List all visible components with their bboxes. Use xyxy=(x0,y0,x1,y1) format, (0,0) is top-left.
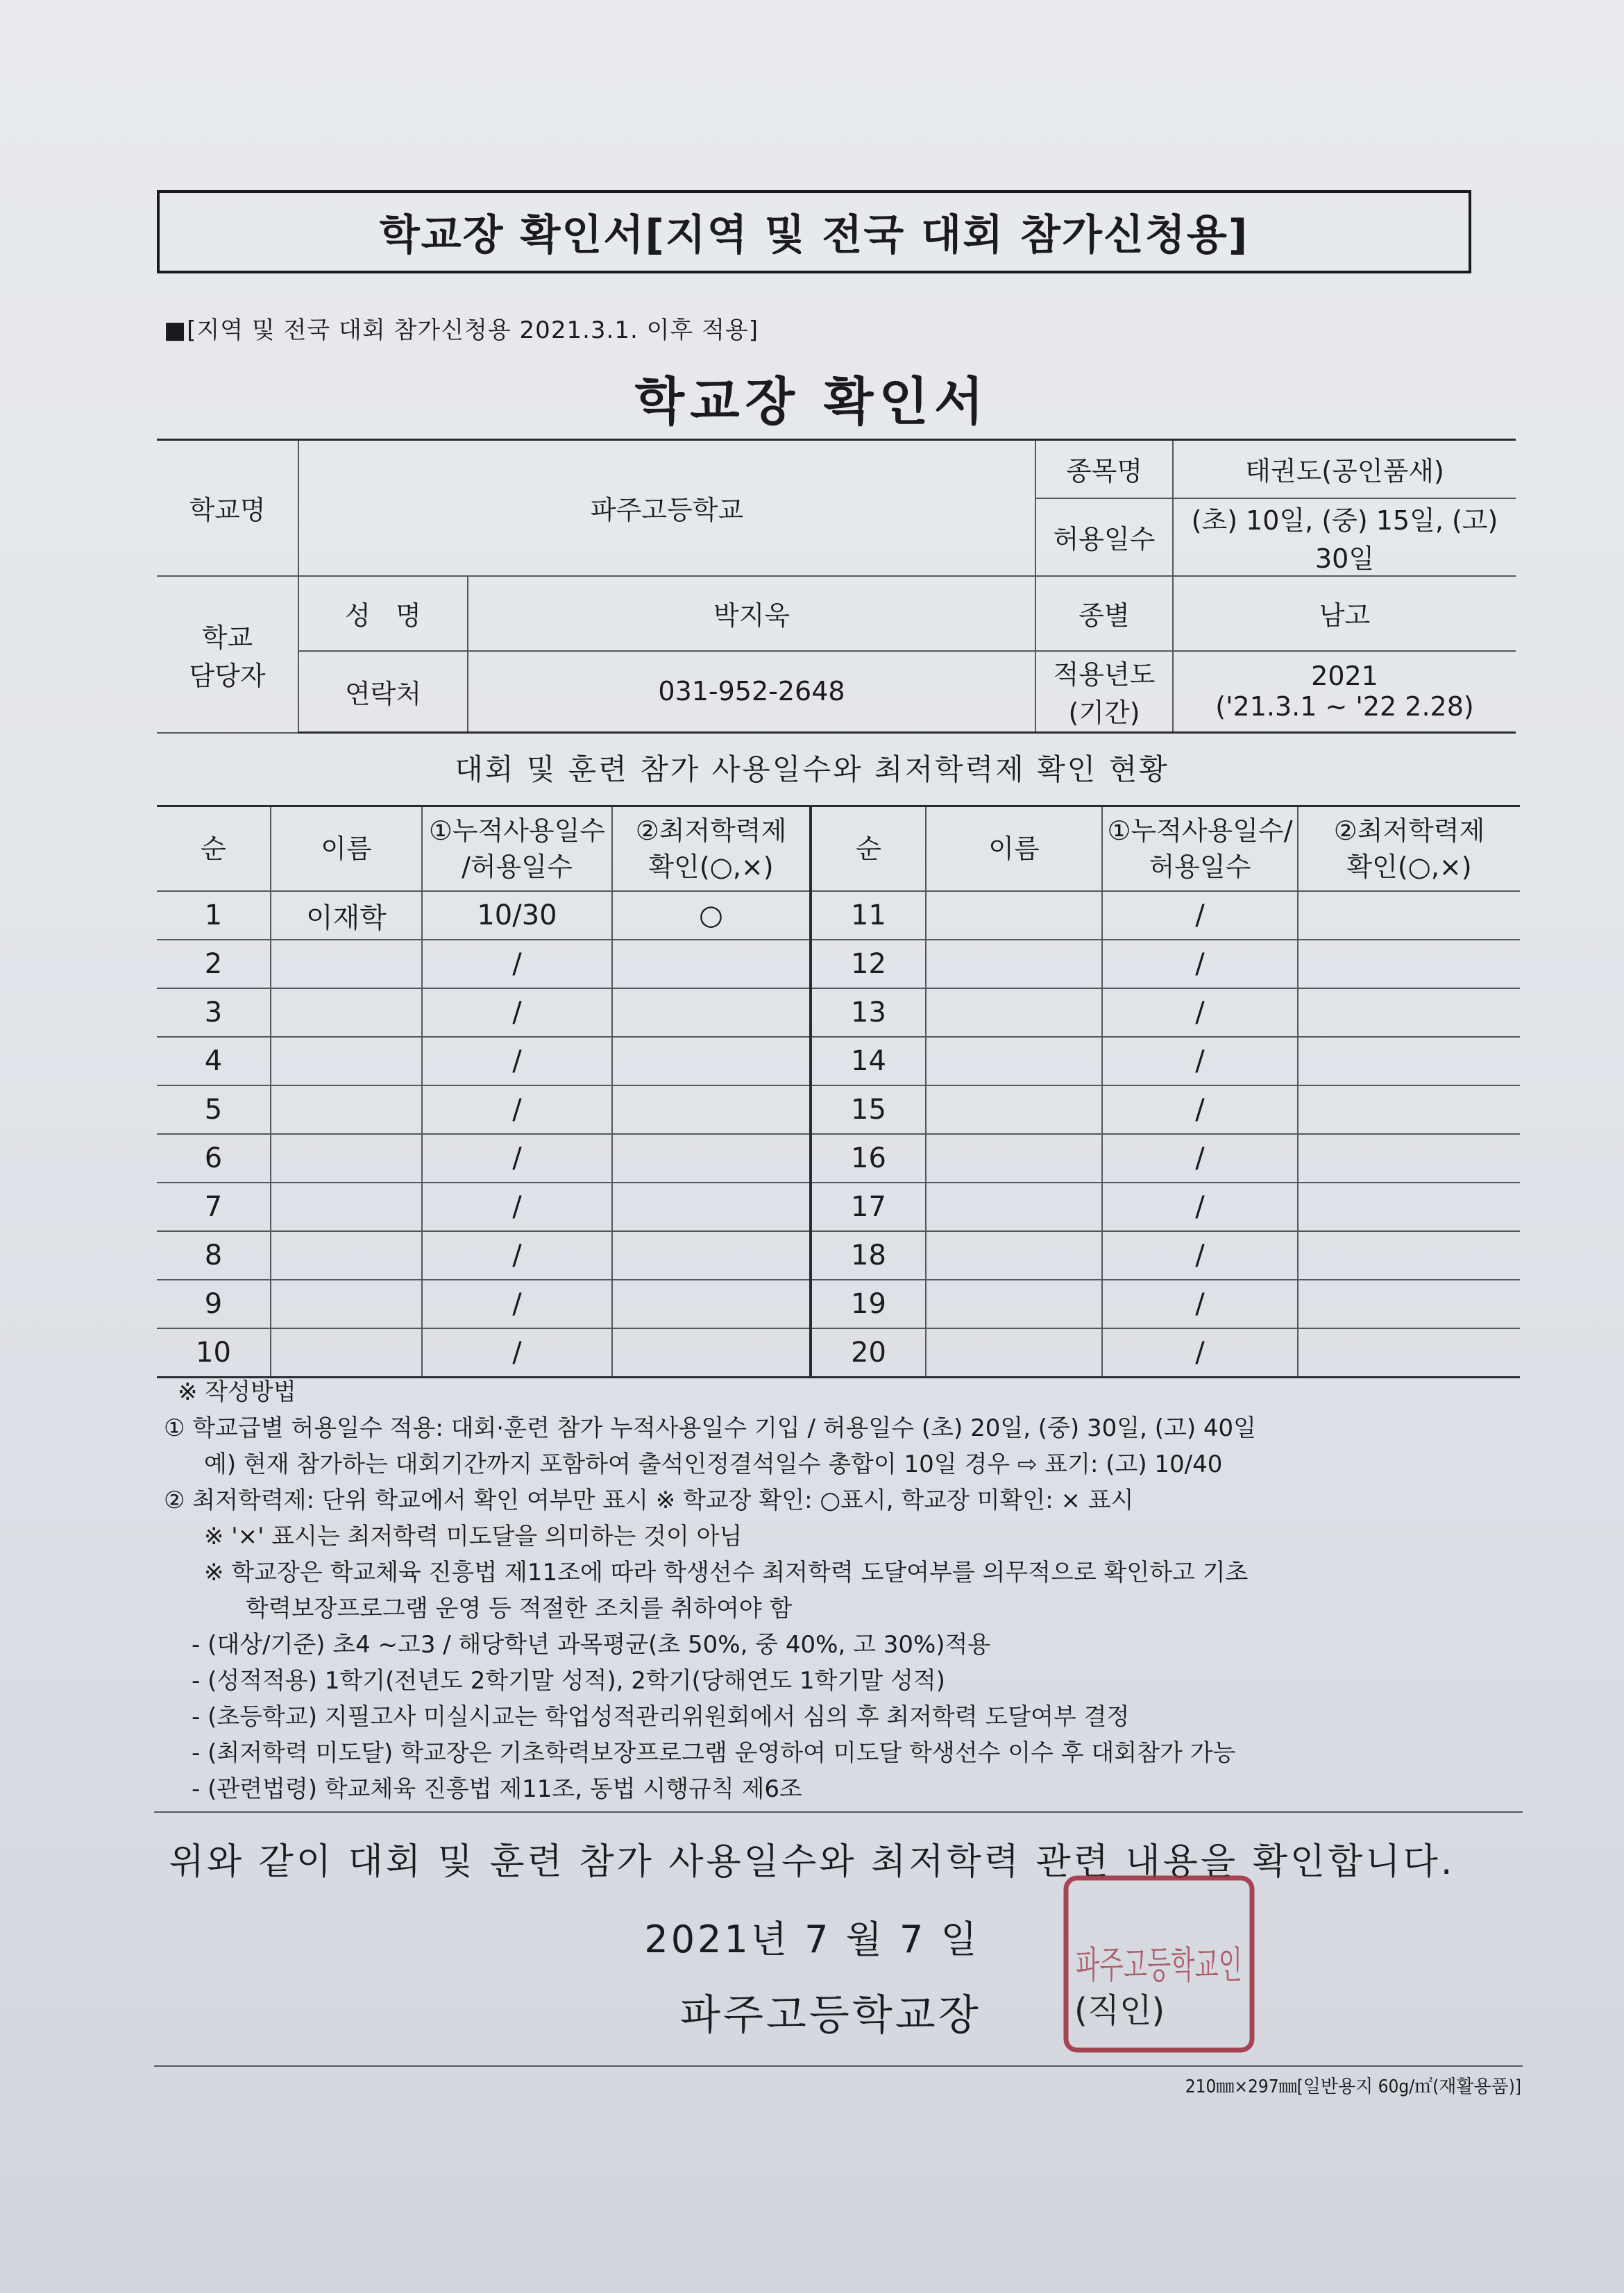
col-check-header xyxy=(612,806,811,892)
right-name-cell xyxy=(926,1134,1102,1183)
left-days-cell: / xyxy=(422,1231,612,1280)
method-item1-line2: 예) 현재 참가하는 대회기간까지 포함하여 출석인정결석일수 총합이 10일 경우 ⇨ 표기: (고) 10/40 xyxy=(204,1450,1223,1478)
right-no-cell: 19 xyxy=(811,1280,926,1328)
right-no-cell: 16 xyxy=(811,1134,926,1183)
right-check-cell xyxy=(1298,1328,1520,1378)
left-days-cell: / xyxy=(422,988,612,1037)
apply-year-value xyxy=(1173,651,1516,733)
method-item2: ② 최저학력제: 단위 학교에서 확인 여부만 표시 ※ 학교장 확인: ○표시, 학교장 미확인: × 표시 xyxy=(164,1487,1134,1514)
usage-header-row xyxy=(157,806,1520,892)
divider-bottom xyxy=(154,2065,1523,2067)
right-no-cell: 11 xyxy=(811,891,926,940)
left-name-cell xyxy=(271,1328,422,1378)
left-no-cell: 1 xyxy=(157,891,271,940)
right-no-cell: 15 xyxy=(811,1085,926,1134)
table-row xyxy=(157,940,1520,988)
form-title: 학교장 확인서[지역 및 전국 대회 참가신청용] xyxy=(157,190,1471,273)
left-no-cell: 5 xyxy=(157,1085,271,1134)
page-title: 학교장 확인서 xyxy=(634,372,990,432)
school-name-label: 학교명 xyxy=(157,440,298,576)
right-name-cell xyxy=(926,988,1102,1037)
right-name-cell xyxy=(926,1328,1102,1378)
category-label: 종별 xyxy=(1035,576,1173,651)
right-days-cell: / xyxy=(1102,1085,1298,1134)
col-name-header: 이름 xyxy=(271,806,422,892)
confirm-text: 위와 같이 대회 및 훈련 참가 사용일수와 최저학력 관련 내용을 확인합니다. xyxy=(169,1841,1455,1883)
col-name-header-right: 이름 xyxy=(926,806,1102,892)
left-check-cell xyxy=(612,988,811,1037)
method-bullets xyxy=(164,1627,1524,1807)
right-days-cell: / xyxy=(1102,1037,1298,1085)
notice-line: ■[지역 및 전국 대회 참가신청용 2021.3.1. 이후 적용] xyxy=(164,316,759,344)
left-check-cell xyxy=(612,1037,811,1085)
left-name-cell xyxy=(271,988,422,1037)
issue-date: 2021년 7 월 7 일 xyxy=(644,1918,980,1961)
apply-year-label xyxy=(1035,651,1173,733)
usage-table xyxy=(157,805,1520,1378)
right-days-cell: / xyxy=(1102,1280,1298,1328)
left-days-cell: / xyxy=(422,1328,612,1378)
left-days-cell: 10/30 xyxy=(422,891,612,940)
left-check-cell xyxy=(612,1085,811,1134)
col-check-header-right-line1: ②최저학력제 xyxy=(1333,815,1485,846)
left-check-cell: ○ xyxy=(612,891,811,940)
method-note2-line2: 학력보장프로그램 운영 등 적절한 조치를 취하여야 함 xyxy=(246,1595,793,1623)
col-days-header-line2: /허용일수 xyxy=(462,852,573,882)
apply-year-label-line2: (기간) xyxy=(1068,697,1140,729)
left-days-cell: / xyxy=(422,1085,612,1134)
right-name-cell xyxy=(926,1037,1102,1085)
right-check-cell xyxy=(1298,988,1520,1037)
col-check-header-right-line2: 확인(○,×) xyxy=(1346,852,1472,882)
right-check-cell xyxy=(1298,891,1520,940)
left-no-cell: 4 xyxy=(157,1037,271,1085)
manager-name-value: 박지욱 xyxy=(468,576,1035,651)
method-heading: ※ 작성방법 xyxy=(178,1378,296,1406)
contact-label: 연락처 xyxy=(298,651,468,733)
left-check-cell xyxy=(612,1231,811,1280)
contact-value: 031-952-2648 xyxy=(468,651,1035,733)
method-bullet: - (성적적용) 1학기(전년도 2학기말 성적), 2학기(당해연도 1학기말 성적) xyxy=(192,1667,945,1695)
usage-heading: 대회 및 훈련 참가 사용일수와 최저학력제 확인 현황 xyxy=(455,752,1169,786)
manager-name-label: 성 명 xyxy=(298,576,468,651)
apply-year-value-line2: ('21.3.1 ~ '22 2.28) xyxy=(1215,691,1474,722)
allowed-days-value: (초) 10일, (중) 15일, (고) 30일 xyxy=(1173,498,1516,576)
right-days-cell: / xyxy=(1102,891,1298,940)
left-check-cell xyxy=(612,1280,811,1328)
right-days-cell: / xyxy=(1102,1183,1298,1231)
col-days-header-right xyxy=(1102,806,1298,892)
col-days-header xyxy=(422,806,612,892)
col-check-header-right xyxy=(1298,806,1520,892)
left-name-cell xyxy=(271,1085,422,1134)
manager-label-line2: 담당자 xyxy=(189,660,266,691)
table-row xyxy=(157,891,1520,940)
table-row xyxy=(157,1085,1520,1134)
method-note2-line1: ※ 학교장은 학교체육 진흥법 제11조에 따라 학생선수 최저학력 도달여부를 의무적으로 확인하고 기초 xyxy=(204,1559,1249,1587)
left-days-cell: / xyxy=(422,1134,612,1183)
right-name-cell xyxy=(926,1183,1102,1231)
left-no-cell: 6 xyxy=(157,1134,271,1183)
left-no-cell: 9 xyxy=(157,1280,271,1328)
right-days-cell: / xyxy=(1102,1231,1298,1280)
school-info-table xyxy=(157,439,1516,734)
sport-value: 태권도(공인품새) xyxy=(1173,440,1516,498)
col-no-header: 순 xyxy=(157,806,271,892)
right-check-cell xyxy=(1298,1134,1520,1183)
category-value: 남고 xyxy=(1173,576,1516,651)
col-check-header-line2: 확인(○,×) xyxy=(648,852,774,882)
left-no-cell: 10 xyxy=(157,1328,271,1378)
left-no-cell: 3 xyxy=(157,988,271,1037)
left-check-cell xyxy=(612,1328,811,1378)
left-name-cell: 이재학 xyxy=(271,891,422,940)
table-row xyxy=(157,1183,1520,1231)
right-name-cell xyxy=(926,1280,1102,1328)
school-name-value: 파주고등학교 xyxy=(298,440,1035,576)
col-check-header-line1: ②최저학력제 xyxy=(635,815,787,846)
method-bullet: - (대상/기준) 초4 ~고3 / 해당학년 과목평균(초 50%, 중 40%, 고 30%)적용 xyxy=(192,1631,991,1659)
left-name-cell xyxy=(271,940,422,988)
left-days-cell: / xyxy=(422,1280,612,1328)
left-no-cell: 7 xyxy=(157,1183,271,1231)
apply-year-label-line1: 적용년도 xyxy=(1053,659,1156,691)
left-days-cell: / xyxy=(422,940,612,988)
writing-method xyxy=(164,1374,1524,1807)
right-name-cell xyxy=(926,1085,1102,1134)
principal-title: 파주고등학교장 xyxy=(680,1991,981,2040)
table-row xyxy=(157,1280,1520,1328)
paper-spec-footer: 210㎜×297㎜[일반용지 60g/㎡(재활용품)] xyxy=(1185,2076,1521,2097)
method-bullet: - (관련법령) 학교체육 진흥법 제11조, 동법 시행규칙 제6조 xyxy=(192,1775,802,1803)
left-days-cell: / xyxy=(422,1037,612,1085)
right-days-cell: / xyxy=(1102,940,1298,988)
method-bullet: - (초등학교) 지필고사 미실시교는 학업성적관리위원회에서 심의 후 최저학력 도달여부 결정 xyxy=(192,1703,1130,1731)
table-row xyxy=(157,1328,1520,1378)
right-no-cell: 17 xyxy=(811,1183,926,1231)
right-name-cell xyxy=(926,891,1102,940)
left-no-cell: 8 xyxy=(157,1231,271,1280)
right-no-cell: 20 xyxy=(811,1328,926,1378)
right-no-cell: 18 xyxy=(811,1231,926,1280)
left-name-cell xyxy=(271,1280,422,1328)
left-name-cell xyxy=(271,1183,422,1231)
apply-year-value-line1: 2021 xyxy=(1311,661,1378,692)
seal-label: (직인) xyxy=(1074,1991,1165,2030)
sport-label: 종목명 xyxy=(1035,440,1173,498)
method-note1: ※ '×' 표시는 최저학력 미도달을 의미하는 것이 아님 xyxy=(204,1523,743,1550)
method-item1-line1: ① 학교급별 허용일수 적용: 대회·훈련 참가 누적사용일수 기입 / 허용일수 (초) 20일, (중) 30일, (고) 40일 xyxy=(164,1414,1256,1442)
left-name-cell xyxy=(271,1037,422,1085)
right-no-cell: 12 xyxy=(811,940,926,988)
right-check-cell xyxy=(1298,1231,1520,1280)
left-check-cell xyxy=(612,1134,811,1183)
left-check-cell xyxy=(612,940,811,988)
table-row xyxy=(157,1134,1520,1183)
right-name-cell xyxy=(926,940,1102,988)
left-name-cell xyxy=(271,1231,422,1280)
manager-label-line1: 학교 xyxy=(201,622,253,653)
right-no-cell: 13 xyxy=(811,988,926,1037)
method-bullet: - (최저학력 미도달) 학교장은 기초학력보장프로그램 운영하여 미도달 학생선수 이수 후 대회참가 가능 xyxy=(192,1739,1236,1767)
col-no-header-right: 순 xyxy=(811,806,926,892)
right-days-cell: / xyxy=(1102,1328,1298,1378)
left-days-cell: / xyxy=(422,1183,612,1231)
col-days-header-line1: ①누적사용일수 xyxy=(428,815,606,846)
right-check-cell xyxy=(1298,1183,1520,1231)
right-name-cell xyxy=(926,1231,1102,1280)
col-days-header-right-line2: 허용일수 xyxy=(1149,852,1251,882)
table-row xyxy=(157,1037,1520,1085)
right-days-cell: / xyxy=(1102,1134,1298,1183)
table-row xyxy=(157,988,1520,1037)
allowed-days-label: 허용일수 xyxy=(1035,498,1173,576)
left-no-cell: 2 xyxy=(157,940,271,988)
right-days-cell: / xyxy=(1102,988,1298,1037)
right-no-cell: 14 xyxy=(811,1037,926,1085)
col-days-header-right-line1: ①누적사용일수/ xyxy=(1107,815,1293,846)
right-check-cell xyxy=(1298,940,1520,988)
right-check-cell xyxy=(1298,1085,1520,1134)
right-check-cell xyxy=(1298,1280,1520,1328)
seal-stamp-text: 파주고등학교인 xyxy=(1076,1943,1242,1987)
right-check-cell xyxy=(1298,1037,1520,1085)
left-name-cell xyxy=(271,1134,422,1183)
left-check-cell xyxy=(612,1183,811,1231)
table-row xyxy=(157,1231,1520,1280)
manager-label xyxy=(157,576,298,733)
divider-top xyxy=(154,1811,1523,1813)
